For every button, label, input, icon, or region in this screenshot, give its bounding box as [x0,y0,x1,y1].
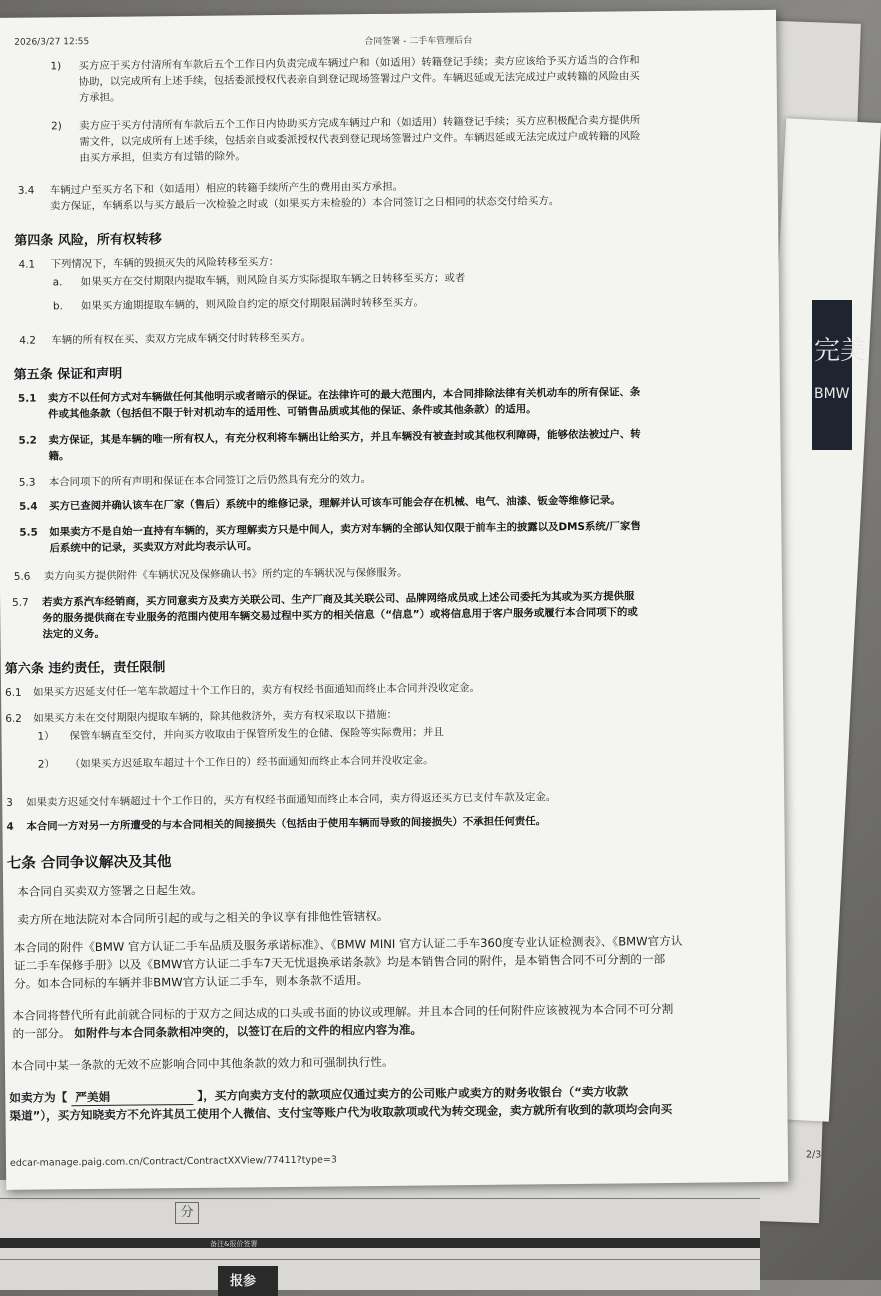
clause-number: 6.1 [5,686,22,699]
clause-text: 务的服务提供商在专业服务的范围内使用车辆交易过程中买方的相关信息（“信息”）或将信息用于客户服务或履行本合同项下的或 [42,606,638,625]
clause-number: 2） [37,758,55,771]
print-datetime: 2026/3/27 12:55 [14,37,90,48]
dark-brochure [812,300,867,450]
clause-text: 后系统中的记录，买卖双方对此均表示认可。 [49,540,258,555]
clause-text: 下列情况下，车辆的毁损灭失的风险转移至买方： [50,256,280,271]
section-heading: 第六条 违约责任，责任限制 [4,660,166,677]
paragraph [13,1022,423,1042]
clause-number: a. [52,276,63,289]
clause-text: 如果卖方迟延交付车辆超过十个工作日的，买方有权经书面通知而终止本合同，卖方得返还买方已支付车款及定金。 [26,791,557,809]
brochure-text: 完美 [814,336,867,366]
clause-text: 如果买方逾期提取车辆的，则风险自约定的原交付期限届满时转移至买方。 [80,296,424,313]
clause-number: 5.3 [18,476,36,489]
form-band-label: 备注&报价签署 [210,1240,258,1248]
form-band [0,1238,760,1248]
form-grid [0,1198,760,1260]
clause-number: b. [52,300,63,313]
contract-page [0,10,822,1190]
clause-text: 需文件，以完成所有上述手续，包括亲自或委派授权代表到登记现场签署过户文件。车辆迟延或无法完成过户或转籍的风险 [79,130,641,149]
clause-text: 本合同项下的所有声明和保证在本合同签订之后仍然具有充分的效力。 [48,473,372,489]
clause-text: 籍。 [48,450,70,463]
page-number: 2/3 [805,1149,822,1161]
clause-number: 5.2 [18,434,37,447]
clause-number: 6.2 [5,712,22,725]
clause-number: 5.1 [17,392,37,405]
clause-number: 4.1 [18,258,36,271]
clause-text: 如果买方未在交付期限内提取车辆的，除其他救济外，卖方有权采取以下措施： [33,708,398,725]
clause-number: 2) [51,120,62,133]
clause-number: 1） [37,730,55,743]
clause-number: 4.2 [19,334,36,347]
clause-text: 件或其他条款（包括但不限于针对机动车的适用性、可销售品质或其他的保证、条件或其他条款）的适用。 [48,403,537,421]
paragraph: 本合同中某一条款的无效不应影响合同中其他条款的效力和可强制执行性。 [10,1054,394,1073]
section-heading: 第五条 保证和声明 [13,366,123,383]
clause-text: 方承担。 [78,91,121,105]
paragraph-segment: 的一部分。 [12,1026,71,1041]
bottom-form-sheet [0,1180,760,1290]
form-tab-label: 报参 [230,1274,257,1289]
paragraph: 本合同自买卖双方签署之日起生效。 [17,882,203,899]
clause-text: 本合同一方对另一方所遭受的与本合同相关的间接损失（包括由于使用车辆而导致的间接损失）不承担任何责任。 [26,815,547,833]
paragraph-bold-segment: 如附件与本合同条款相冲突的，以签订在后的文件的相应内容为准。 [74,1022,423,1041]
seller-name-field: 严美娟 [71,1088,193,1106]
clause-text: 车辆过户至买方名下和（如适用）相应的转籍手续所产生的费用由买方承担。 [49,180,404,197]
paragraph: 卖方所在地法院对本合同所引起的或与之相关的争议享有排他性管辖权。 [17,908,389,927]
clause-number: 3 [6,796,13,809]
clause-text: 如果卖方不是自始一直持有车辆的，买方理解卖方只是中间人，卖方对车辆的全部认知仅限于前车主的披露以及DMS系统/厂家售 [49,520,641,539]
brochure-brand: BMW [814,386,850,402]
section-heading: 七条 合同争议解决及其他 [6,854,172,872]
section-heading: 第四条 风险，所有权转移 [14,232,162,249]
paragraph: 分。如本合同标的车辆并非BMW官方认证二手车，则本条款不适用。 [14,973,369,991]
clause-text: 卖方应于买方付清所有车款后五个工作日内协助买方完成车辆过户和（如适用）转籍登记手续；买方应积极配合卖方提供所 [79,114,641,133]
clause-text: （如果买方迟延取车超过十个工作日的）经书面通知而终止本合同并没收定金。 [69,754,434,771]
print-title: 合同签署 - 二手车管理后台 [364,35,473,48]
clause-number: 5.6 [13,570,31,583]
paragraph: 本合同将替代所有此前就合同标的于双方之间达成的口头或书面的协议或理解。并且本合同的任何附件应该被视为本合同不可分割 [12,1001,674,1023]
clause-text: 买方应于买方付清所有车款后五个工作日内负责完成车辆过户和（如适用）转籍登记手续；卖方应该给予买方适当的合作和 [78,54,640,73]
clause-number: 4 [6,820,14,833]
clause-text: 卖方保证，车辆系以与买方最后一次检验之时或（如果买方未检验的）本合同签订之日相同的状态交付给买方。 [49,195,560,213]
clause-text: 若卖方系汽车经销商，买方同意卖方及卖方关联公司、生产厂商及其关联公司、品牌网络成员或上述公司委托为其或为买方提供服 [42,590,635,609]
paragraph: 证二手车保修手册》以及《BMW官方认证二手车7天无忧退换承诺条款》均是本销售合同的附件，是本销售合同不可分割的一部 [13,952,666,973]
clause-number: 5.5 [19,526,38,539]
clause-text: 保管车辆直至交付，并向买方收取由于保管所发生的仓储、保险等实际费用；并且 [69,726,444,743]
paragraph-segment: 】，买方向卖方支付的款项应仅通过卖方的公司账户或卖方的财务收银台（“卖方收款 [197,1084,629,1103]
paragraph-bold: 渠道”），买方知晓卖方不允许其员工使用个人微信、支付宝等账户代为收取款项或代为转交现金，卖方就所有收到的款项均会向买 [9,1101,673,1123]
clause-text: 车辆的所有权在买、卖双方完成车辆交付时转移至买方。 [51,331,312,347]
paragraph-segment: 如卖方为【 [9,1090,68,1105]
print-url: edcar-manage.paig.com.cn/Contract/ContractXXView/77411?type=3 [9,1154,337,1169]
paragraph: 本合同的附件《BMW 官方认证二手车品质及服务承诺标准》、《BMW MINI 官方认证二手车360度专业认证检测表》、《BMW官方认 [13,933,683,955]
clause-number: 5.4 [19,500,38,513]
clause-text: 协助，以完成所有上述手续，包括委派授权代表亲自到登记现场签署过户文件。车辆迟延或无法完成过户或转籍的风险由买 [78,70,640,89]
clause-number: 1) [50,60,62,73]
clause-text: 由买方承担，但卖方有过错的除外。 [79,150,246,165]
clause-text: 卖方向买方提供附件《车辆状况及保修确认书》所约定的车辆状况与保修服务。 [43,566,408,583]
clause-number: 3.4 [17,184,35,197]
clause-text: 如果买方迟延支付任一笔车款超过十个工作日的，卖方有权经书面通知而终止本合同并没收定金。 [33,681,480,699]
clause-text: 卖方不以任何方式对车辆做任何其他明示或者暗示的保证。在法律许可的最大范围内，本合同排除法律有关机动车的所有保证、条 [47,386,641,405]
form-box: 分 [175,1202,199,1224]
clause-text: 买方已查阅并确认该车在厂家（售后）系统中的维修记录，理解并认可该车可能会存在机械、电气、油漆、钣金等维修记录。 [49,494,621,513]
clause-text: 法定的义务。 [42,627,105,641]
clause-text: 卖方保证，其是车辆的唯一所有权人，有充分权利将车辆出让给买方，并且车辆没有被查封或其他权利障碍，能够依法被过户、转 [48,428,641,447]
clause-number: 5.7 [12,596,29,609]
clause-text: 如果买方在交付期限内提取车辆，则风险自买方实际提取车辆之日转移至买方；或者 [80,272,466,289]
